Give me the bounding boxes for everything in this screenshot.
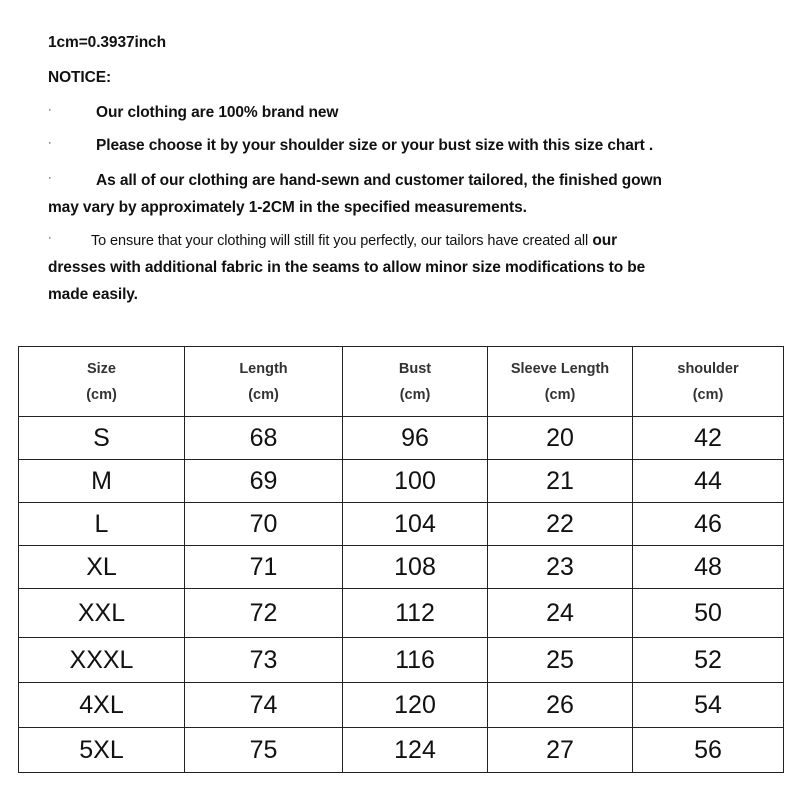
cell-length: 71 xyxy=(185,546,343,589)
cell-bust: 116 xyxy=(343,638,488,683)
notice-item-text-bold: our xyxy=(588,232,618,249)
column-header-shoulder: shoulder (cm) xyxy=(633,347,784,417)
notice-item-text-regular: To ensure that your clothing will still fit you perfectly, our tailors have created all xyxy=(91,233,589,249)
cell-shoulder: 48 xyxy=(633,546,784,589)
notice-item-continuation: may vary by approximately 1-2CM in the specified measurements. xyxy=(48,199,527,216)
table-row xyxy=(19,683,784,728)
cell-size: S xyxy=(19,417,185,460)
cell-sleeve-length: 20 xyxy=(488,417,633,460)
cell-shoulder: 46 xyxy=(633,503,784,546)
cell-length: 70 xyxy=(185,503,343,546)
cell-sleeve-length: 26 xyxy=(488,683,633,728)
cell-sleeve-length: 21 xyxy=(488,460,633,503)
bullet-glyph: · xyxy=(48,172,52,184)
notice-item-text xyxy=(91,232,617,250)
cell-size: 5XL xyxy=(19,728,185,773)
notice-title: NOTICE: xyxy=(48,69,112,86)
column-header-size: Size (cm) xyxy=(19,347,185,417)
notice-item-text: As all of our clothing are hand-sewn and customer tailored, the finished gown xyxy=(96,172,662,189)
table-row xyxy=(19,503,784,546)
notice-item-text: Our clothing are 100% brand new xyxy=(96,104,339,121)
cell-shoulder: 42 xyxy=(633,417,784,460)
table-row xyxy=(19,546,784,589)
cell-sleeve-length: 27 xyxy=(488,728,633,773)
column-header-length: Length (cm) xyxy=(185,347,343,417)
column-header-bust: Bust (cm) xyxy=(343,347,488,417)
notice-item-continuation: dresses with additional fabric in the seams to allow minor size modifications to be xyxy=(48,259,646,276)
cell-bust: 120 xyxy=(343,683,488,728)
cell-length: 74 xyxy=(185,683,343,728)
cell-bust: 96 xyxy=(343,417,488,460)
cell-size: M xyxy=(19,460,185,503)
cell-size: L xyxy=(19,503,185,546)
table-header-row xyxy=(19,347,784,417)
cell-length: 69 xyxy=(185,460,343,503)
table-row xyxy=(19,460,784,503)
cell-sleeve-length: 23 xyxy=(488,546,633,589)
cell-bust: 108 xyxy=(343,546,488,589)
cell-length: 72 xyxy=(185,589,343,638)
notice-item-text: Please choose it by your shoulder size or your bust size with this size chart . xyxy=(96,137,654,154)
table-row xyxy=(19,589,784,638)
cell-size: XXXL xyxy=(19,638,185,683)
column-header-sleeve-length: Sleeve Length (cm) xyxy=(488,347,633,417)
cell-sleeve-length: 22 xyxy=(488,503,633,546)
cell-length: 68 xyxy=(185,417,343,460)
cell-shoulder: 44 xyxy=(633,460,784,503)
cell-length: 73 xyxy=(185,638,343,683)
bullet-glyph: · xyxy=(48,232,52,244)
table-row xyxy=(19,638,784,683)
cell-shoulder: 50 xyxy=(633,589,784,638)
cell-bust: 104 xyxy=(343,503,488,546)
cell-length: 75 xyxy=(185,728,343,773)
cell-sleeve-length: 24 xyxy=(488,589,633,638)
cell-size: 4XL xyxy=(19,683,185,728)
unit-conversion-text: 1cm=0.3937inch xyxy=(48,34,166,51)
cell-shoulder: 54 xyxy=(633,683,784,728)
table-row xyxy=(19,728,784,773)
cell-sleeve-length: 25 xyxy=(488,638,633,683)
notice-item-continuation: made easily. xyxy=(48,286,138,303)
cell-bust: 112 xyxy=(343,589,488,638)
size-chart-table xyxy=(18,346,784,773)
table-row xyxy=(19,417,784,460)
cell-size: XXL xyxy=(19,589,185,638)
bullet-glyph: · xyxy=(48,104,52,116)
cell-bust: 100 xyxy=(343,460,488,503)
cell-size: XL xyxy=(19,546,185,589)
bullet-glyph: · xyxy=(48,137,52,149)
cell-shoulder: 56 xyxy=(633,728,784,773)
cell-bust: 124 xyxy=(343,728,488,773)
cell-shoulder: 52 xyxy=(633,638,784,683)
